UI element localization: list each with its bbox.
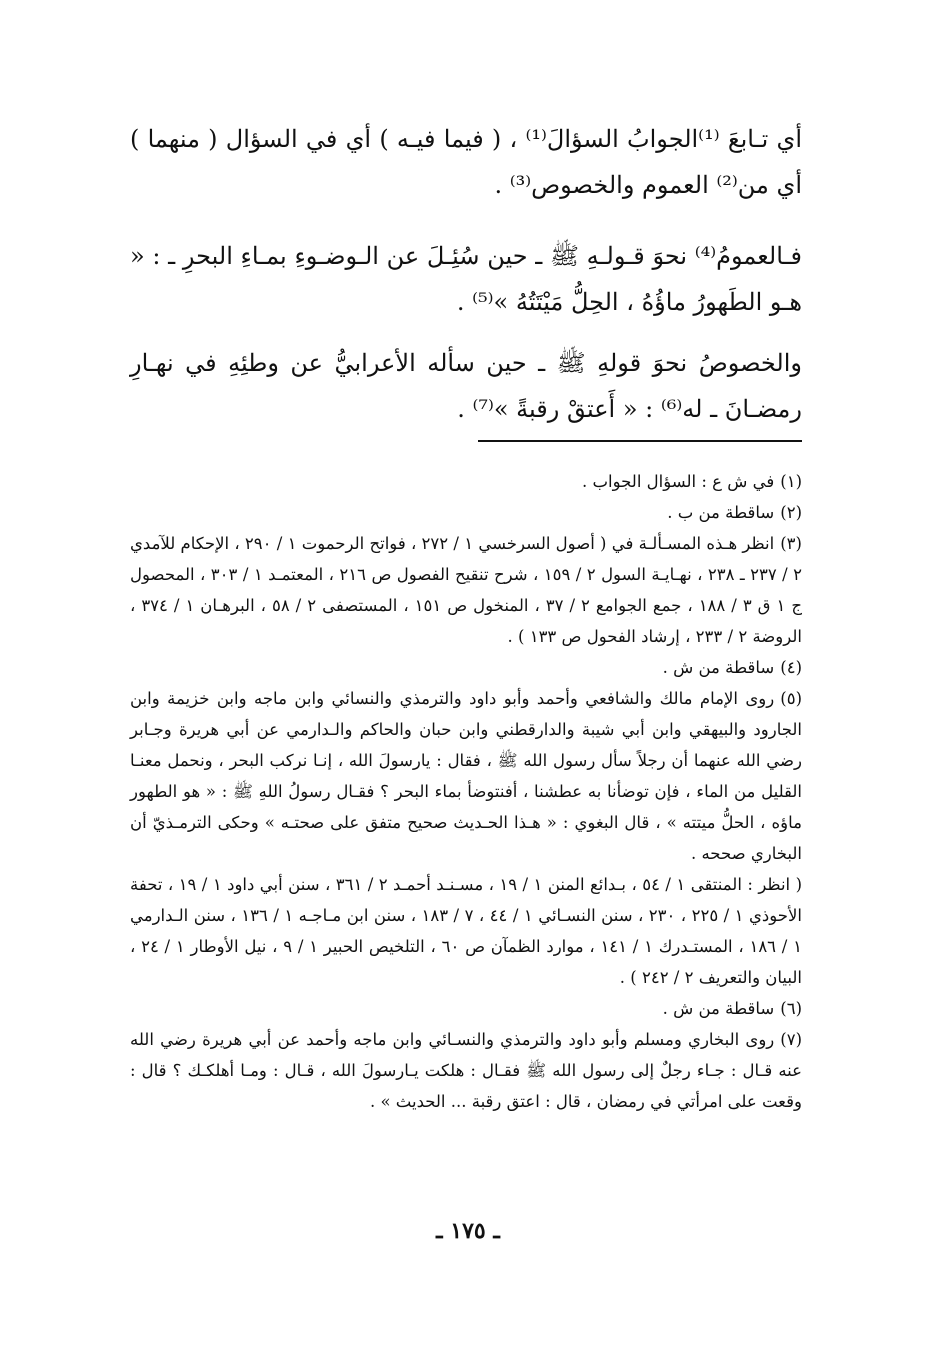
main-paragraph-2: فـالعمومُ⁽⁴⁾ نحوَ قـولـهِ ﷺ ـ حين سُئِـلَ عن الـوضـوءِ بمـاءِ البحرِ ـ : « هـو الطَهورُ ماؤُهُ ، الحِلُّ مَيْتَتُهُ »⁽⁵⁾ . [130, 242, 803, 316]
footnote-text: ساقطة من ش . [662, 999, 775, 1018]
page-number: ـ ١٧٥ ـ [436, 1218, 500, 1244]
footnote-text: انظر هـذه المسـألـة في ( أصول السرخسي ١ / ٢٧٢ ، فواتح الرحموت ١ / ٢٩٠ ، الإحكام للآمدي ٢ / ٢٣٧ ـ ٢٣٨ ، نهـايـة السول ٢ / ١٥٩ ، شرح تنقيح الفصول ص ٢١٦ ، المعتمـد ١ / ٣٠٣ ، المحصول ج ١ ق ٣ / ١٨٨ ، جمع الجوامع ٢ / ٣٧ ، المنخول ص ١٥١ ، المستصفى ٢ / ٥٨ ، البرهـان ١ / ٣٧٤ ، الروضة ٢ / ٢٣٣ ، إرشاد الفحول ص ١٣٣ ) . [130, 534, 803, 646]
main-paragraph-3: والخصوصُ نحوَ قولهِ ﷺ ـ حين سأله الأعرابيُّ عن وطئِهِ في نهـارِ رمضـانَ ـ له⁽⁶⁾ : « أَعتقْ رقبةً »⁽⁷⁾ . [130, 349, 802, 423]
footnote-7 [130, 1024, 802, 1117]
footnote-5 [130, 683, 802, 869]
footnote-text: ساقطة من ش . [662, 658, 775, 677]
footnote-label: (٧) [780, 1030, 802, 1049]
footnote-label: (٥) [780, 689, 802, 708]
footnote-text: روى الإمام مالك والشافعي وأحمد وأبو داود والترمذي والنسائي وابن ماجه وابن خزيمة وابن الجارود والبيهقي وابن أبي شيبة والدارقطني وابن حبان والحاكم والـدارمي عن أبي هريرة وجـابر رضي الله عنهما أن رجلاً سأل رسول الله ﷺ ، فقال : يارسولَ الله ، إنـا نركب البحر ، ونحمل معنـا القليل من الماء ، فإن توضأنا به عطشنا ، أفنتوضأ بماء البحر ؟ فقـال رسولُ اللهِ ﷺ : « هو الطهور ماؤه ، الحلُّ ميتته » ، قال البغوي : « هـذا الحـديث صحيح متفق على صحتـه » وحكى الترمـذيّ أن البخاري صححه . [130, 689, 802, 863]
footnote-label: (٢) [780, 503, 802, 522]
footnote-4 [130, 652, 802, 683]
footnote-1 [130, 466, 802, 497]
footnote-text: روى البخاري ومسلم وأبو داود والترمذي والنسـائي وابن ماجه وأحمد عن أبي هريرة رضي الله عنه قـال : جـاء رجلٌ إلى رسول الله ﷺ فقـال : هلكت يـارسولَ الله ، قـال : ومـا أهلكـك ؟ قال : وقعت على امرأتي في رمضان ، قال : اعتق رقبة ... الحديث » . [130, 1030, 802, 1111]
footnote-label: (٣) [780, 534, 802, 553]
footnote-separator [478, 440, 802, 442]
main-paragraph-1: أي تـابعَ ⁽¹⁾الجوابُ السؤالَ⁽¹⁾ ، ( فيما فيـه ) أي في السؤال ( منهما ) أي من⁽²⁾ العموم والخصوص⁽³⁾ . [130, 125, 802, 199]
footnote-label: (٤) [780, 658, 802, 677]
footnote-text: ساقطة من ب . [667, 503, 775, 522]
footnote-3 [130, 528, 802, 652]
footnote-label: (١) [780, 472, 802, 491]
footnotes-section [130, 466, 802, 1117]
footnote-label: (٦) [780, 999, 802, 1018]
footnote-text: في ش ع : السؤال الجواب . [582, 472, 775, 491]
footnote-text: ( انظر : المنتقى ١ / ٥٤ ، بـدائع المنن ١ / ١٩ ، مسـنـد أحمـد ٢ / ٣٦١ ، سنن أبي داود ١ / ١٩ ، تحفة الأحوذي ١ / ٢٢٥ ، ٢٣٠ ، سنن النسـائي ١ / ٤٤ ، ٧ / ١٨٣ ، سنن ابن مـاجـه ١ / ١٣٦ ، سنن الـدارمي ١ / ١٨٦ ، المستـدرك ١ / ١٤١ ، موارد الظمآن ص ٦٠ ، التلخيص الحبير ١ / ٩ ، نيل الأوطار ١ / ٢٤ ، البيان والتعريف ٢ / ٢٤٢ ) . [130, 875, 803, 987]
footnote-2 [130, 497, 802, 528]
footnote-6 [130, 993, 802, 1024]
footnote-5-references [130, 869, 802, 993]
